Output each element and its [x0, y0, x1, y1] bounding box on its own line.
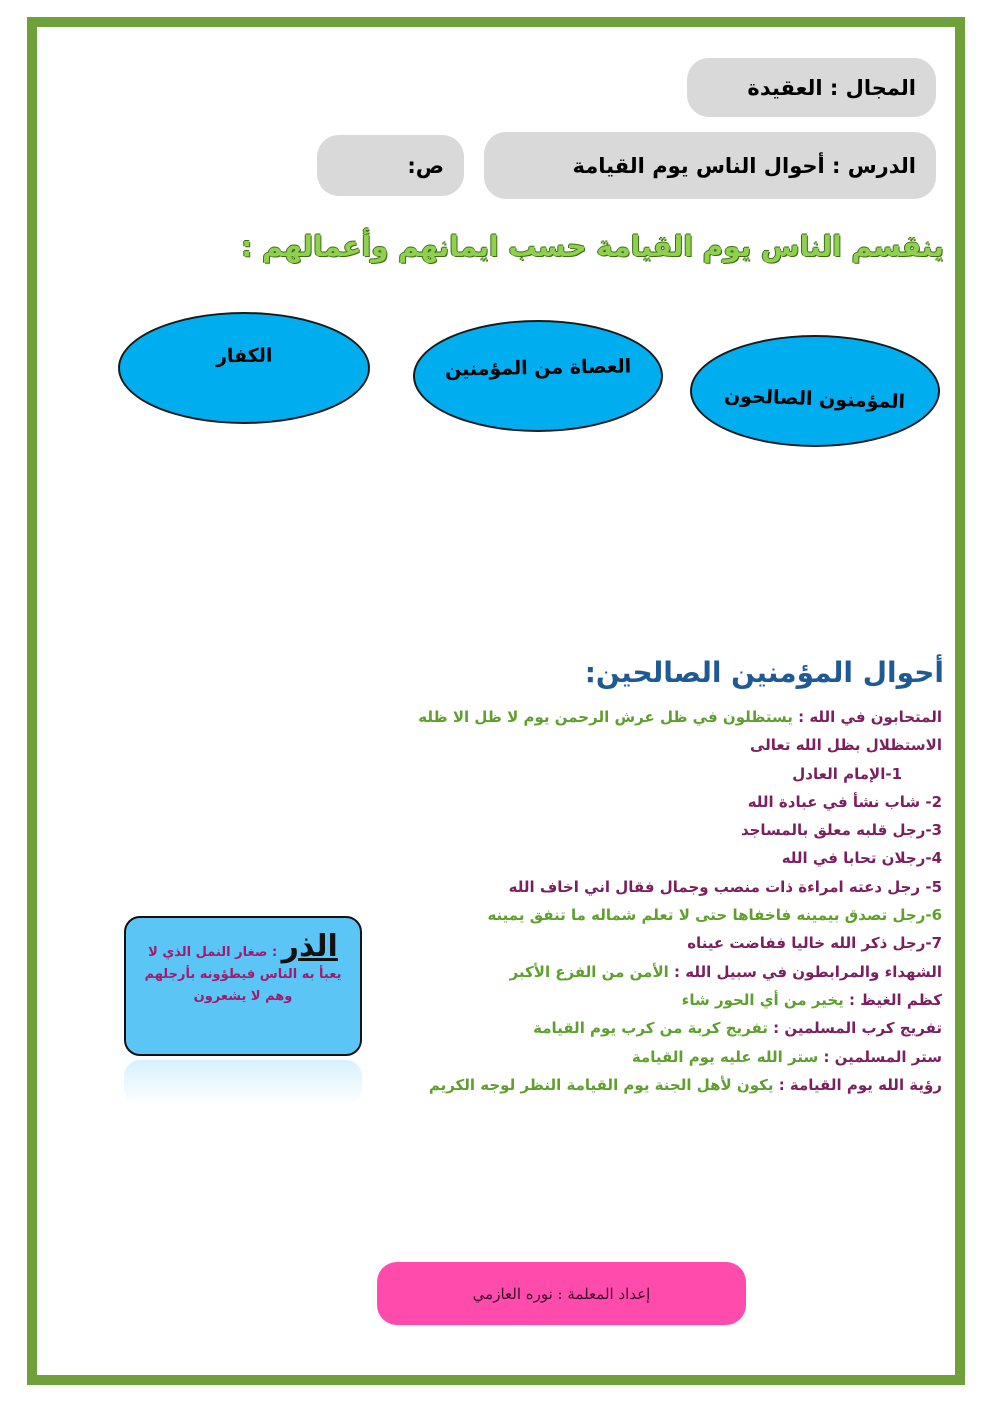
- item-value: تفريج كربة من كرب يوم القيامة: [533, 1019, 774, 1038]
- item-value: يخير من أي الحور شاء: [681, 990, 850, 1009]
- item-value: ستر الله عليه يوم القيامة: [631, 1047, 824, 1066]
- list-item: [382, 1014, 942, 1042]
- item-value: 1-الإمام العادل: [792, 764, 902, 783]
- oval-label: المؤمنون الصالحون: [724, 384, 906, 414]
- page-border: [27, 17, 965, 1385]
- item-key: ستر المسلمين :: [823, 1047, 942, 1066]
- list-item: [382, 731, 942, 759]
- list-item: [382, 1043, 942, 1071]
- intro-heading: ينقسم الناس يوم القيامة حسب ايمانهم وأعمالهم :: [241, 230, 944, 263]
- oval-label: العصاة من المؤمنين: [444, 355, 632, 381]
- item-value: يستظلون في ظل عرش الرحمن يوم لا ظل الا ظله: [418, 708, 799, 726]
- lesson-label: الدرس : أحوال الناس يوم القيامة: [572, 153, 916, 178]
- item-value: الأمن من الفزع الأكبر: [509, 962, 675, 981]
- item-key: الشهداء والمرابطون في سبيل الله :: [674, 962, 942, 981]
- list-item: [382, 760, 942, 788]
- item-value: 2- شاب نشأ في عبادة الله: [747, 792, 942, 811]
- page-label: ص:: [407, 153, 444, 178]
- item-key: رؤية الله يوم القيامة :: [778, 1075, 942, 1094]
- item-key: الاستظلال بظل الله تعالى: [749, 736, 942, 755]
- field-label: المجال : العقيدة: [747, 75, 916, 100]
- field-box: [687, 58, 936, 117]
- section-title: أحوال المؤمنين الصالحين:: [584, 656, 944, 689]
- item-value: 4-رجلان تحابا في الله: [781, 849, 942, 868]
- item-key: كظم الغيظ :: [849, 990, 942, 1009]
- item-value: يكون لأهل الجنة يوم القيامة النظر لوجه الكريم: [428, 1075, 779, 1094]
- list-item: [382, 816, 942, 844]
- item-value: 5- رجل دعته امراءة ذات منصب وجمال فقال اني اخاف الله: [508, 877, 942, 896]
- footer-credit: [377, 1262, 746, 1325]
- conditions-list: [382, 703, 942, 1099]
- list-item: [382, 1071, 942, 1099]
- item-key: تفريج كرب المسلمين :: [773, 1019, 942, 1038]
- oval-disbelievers: [118, 312, 370, 424]
- lesson-box: [484, 132, 936, 199]
- oval-sinful-believers: [413, 320, 663, 432]
- definition-box-reflection: [124, 1060, 362, 1105]
- list-item: [382, 844, 942, 872]
- item-value: 6-رجل تصدق بيمينه فاخفاها حتى لا تعلم شماله ما تنفق يمينه: [487, 906, 942, 925]
- list-item: [382, 873, 942, 901]
- footer-label: إعداد المعلمة : نوره العازمي: [472, 1284, 651, 1303]
- item-value: 7-رجل ذكر الله خاليا ففاضت عيناه: [687, 934, 942, 953]
- list-item: [382, 703, 942, 731]
- list-item: [382, 901, 942, 929]
- item-value: 3-رجل قلبه معلق بالمساجد: [740, 821, 942, 840]
- list-item: [382, 986, 942, 1014]
- item-key: المتحابون في الله :: [798, 708, 942, 726]
- list-item: [382, 958, 942, 986]
- oval-righteous-believers: [690, 335, 940, 447]
- definition-term: الذر: [281, 929, 338, 964]
- list-item: [382, 929, 942, 957]
- oval-label: الكفار: [215, 344, 273, 368]
- list-item: [382, 788, 942, 816]
- definition-box: [124, 916, 362, 1056]
- definition-text: : صغار النمل الذي لا يعبأ به الناس فيطؤونه بأرجلهم وهم لا يشعرون: [144, 945, 342, 1004]
- page-number-box: [317, 135, 464, 196]
